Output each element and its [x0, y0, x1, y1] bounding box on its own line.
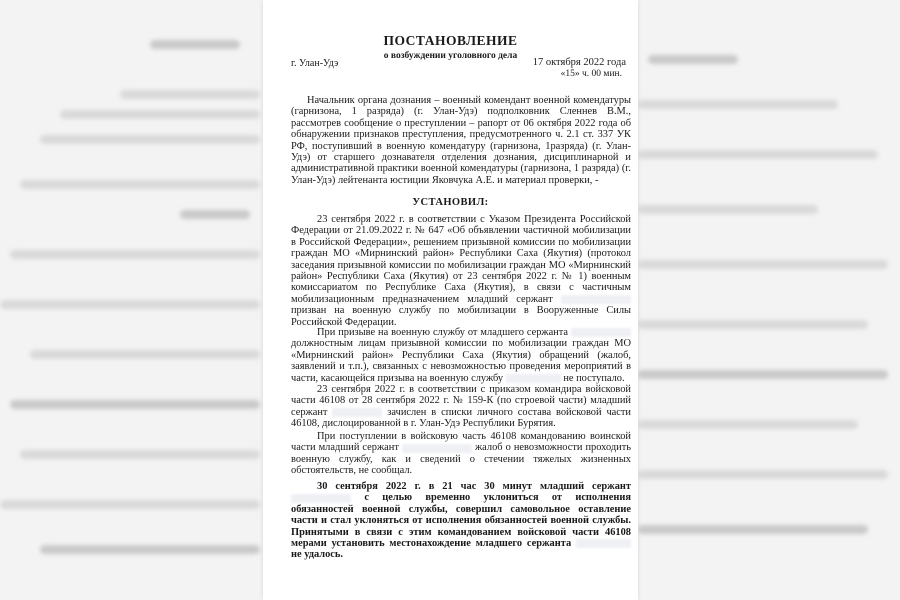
paragraph-conscription-text-c: не поступало. — [563, 372, 625, 384]
paragraph-desertion-text-c: не удалось. — [291, 549, 344, 561]
paragraph-arrival — [291, 431, 631, 477]
paragraph-arrival-text-a: При поступлении в войсковую часть 46108 командованию воинской части младший сержант — [291, 431, 631, 454]
redacted-name — [402, 444, 472, 453]
redacted-name — [332, 408, 382, 417]
paragraph-mobilization-text-a: 23 сентября 2022 г. в соответствии с Указом Президента Российской Федерации от 21.09.2022 г. № 647 «Об объявлении частичной мобилизации в Российской Федерации», решением призывной комиссии по мобилизации граждан МО «Мирнинский район» Республики Саха (Якутия) (протокол заседания призывной комиссии по мобилизации граждан МО «Мирнинский район» Республики Саха (Якутия) от 23 сентября 2022 г. № 1) военным комиссариатом по Республике Саха (Якутия), в связи с частичным мобилизационным предназначением младший сержант — [291, 214, 631, 305]
redacted-name — [291, 494, 351, 503]
paragraph-mobilization-text-b: призван на военную службу по мобилизации в Вооруженные Силы Российской Федерации. — [291, 305, 631, 328]
paragraph-conscription-text-b: должностным лицам призывной комиссии по мобилизации граждан МО «Мирнинский район» Республики Саха (Якутия) обращений (жалоб, заявлений и т.п.), связанных с невозможностью проведения мероприятий в части, касающейся призыва на военную службу — [291, 338, 631, 384]
paragraph-desertion — [291, 481, 631, 561]
redacted-name — [506, 374, 561, 383]
redacted-name — [561, 295, 631, 304]
paragraph-mobilization — [291, 214, 631, 328]
blurred-background-left — [0, 0, 263, 600]
redacted-name — [571, 328, 631, 337]
paragraph-enlistment-text-b: зачислен в списки личного состава войсковой части 46108, дислоцированной в г. Улан-Удэ Республики Бурятия. — [291, 406, 631, 430]
document-page — [263, 0, 638, 600]
redacted-name — [576, 539, 631, 548]
document-date: 17 октября 2022 года — [532, 57, 626, 68]
document-time: «15» ч. 00 мин. — [560, 69, 622, 79]
blurred-background-right — [638, 0, 900, 600]
paragraph-enlistment — [291, 384, 631, 430]
paragraph-intro: Начальник органа дознания – военный комендант военной комендатуры (гарнизона, 1 разряда) (г. Улан-Удэ) подполковник Сленнев В.М., рассмотрев сообщение о преступлении – рапорт от 06 октября 2022 года об обнаружении признаков преступления, предусмотренного ч. 2.1 ст. 337 УК РФ, поступивший в военную комендатуру (гарнизона, 1разряда) (г. Улан-Удэ) от старшего дознавателя отделения дознания, дисциплинарной и административной практики военной комендатуры (гарнизона, 1 разряда) (г. Улан-Удэ) лейтенанта юстиции Яковчука А.Е. и материал проверки, - — [291, 95, 631, 186]
paragraph-arrival-text-b: жалоб о невозможности проходить военную службу, как и сведений о стечении тяжелых жизненных обстоятельств, не сообщал. — [291, 442, 631, 477]
document-place: г. Улан-Удэ — [291, 58, 339, 69]
paragraph-conscription — [291, 327, 631, 384]
established-heading: УСТАНОВИЛ: — [412, 197, 489, 208]
paragraph-conscription-text-a: При призыве на военную службу от младшего сержанта — [317, 327, 569, 338]
paragraph-desertion-text-b: с целью временно уклониться от исполнения обязанностей военной службы, совершил самовольное оставление части и стал уклоняться от исполнения обязанностей военной службы. Принятыми в связи с этим командованием войсковой части 46108 мерами установить местонахождение младшего сержанта — [291, 492, 631, 550]
paragraph-enlistment-text-a: 23 сентября 2022 г. в соответствии с приказом командира войсковой части 46108 от 28 сентября 2022 г. № 159-К (по строевой части) младший сержант — [291, 384, 631, 418]
paragraph-desertion-text-a: 30 сентября 2022 г. в 21 час 30 минут младший сержант — [317, 481, 631, 492]
document-subtitle: о возбуждении уголовного дела — [383, 51, 518, 61]
document-title: ПОСТАНОВЛЕНИЕ — [383, 33, 518, 48]
